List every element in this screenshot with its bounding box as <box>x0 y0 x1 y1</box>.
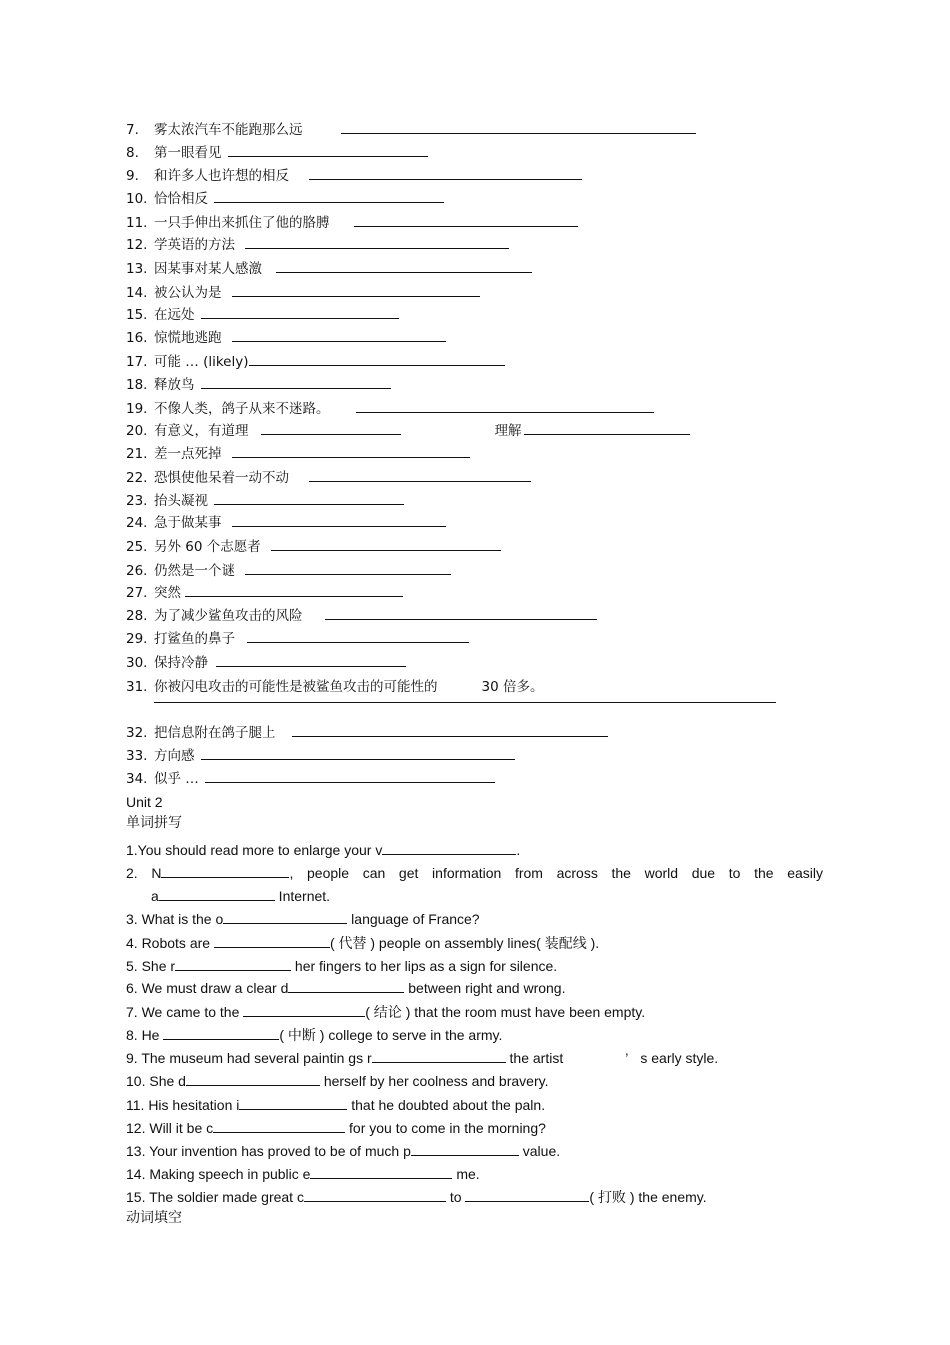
answer-blank[interactable] <box>186 1073 320 1086</box>
answer-blank[interactable] <box>288 980 404 993</box>
item-text: 把信息附在鸽子腿上 <box>154 725 276 741</box>
item-text: 12. Will it be c <box>126 1120 214 1136</box>
item-text: 第一眼看见 <box>154 145 222 161</box>
list-item <box>126 747 515 765</box>
item-number: 8. <box>126 145 139 161</box>
answer-blank[interactable] <box>382 842 516 855</box>
item-text: 打鲨鱼的鼻子 <box>154 631 235 647</box>
answer-blank[interactable] <box>411 1143 519 1156</box>
list-item <box>126 910 480 928</box>
list-item <box>126 562 451 580</box>
item-text: 为了减少鲨鱼攻击的风险 <box>154 608 303 624</box>
answer-blank[interactable] <box>249 353 505 366</box>
item-text: , people can get information from across the world due to the easily <box>289 865 823 881</box>
list-item <box>126 445 470 463</box>
item-text: 释放鸟 <box>154 377 195 393</box>
list-item <box>126 979 565 997</box>
answer-blank[interactable] <box>201 376 391 389</box>
list-item <box>126 1072 548 1090</box>
item-text-extra: 30 倍多。 <box>481 679 544 695</box>
answer-blank[interactable] <box>292 724 608 737</box>
answer-blank[interactable] <box>309 167 582 180</box>
item-text: 5. She r <box>126 958 176 974</box>
item-number: 10. <box>126 191 148 207</box>
item-text: 因某事对某人感激 <box>154 261 262 277</box>
apostrophe-glyph: ’ <box>625 1050 629 1066</box>
item-text: 一只手伸出来抓住了他的胳膊 <box>154 215 330 231</box>
item-text: 急于做某事 <box>154 515 222 531</box>
item-number: 33. <box>126 748 148 764</box>
item-text: 你被闪电攻击的可能性是被鲨鱼攻击的可能性的 <box>154 679 438 695</box>
item-text: 8. He <box>126 1027 164 1043</box>
item-number: 29. <box>126 631 148 647</box>
answer-blank[interactable] <box>325 607 597 620</box>
item-text: 2. N <box>126 865 162 881</box>
list-item <box>126 841 520 859</box>
answer-blank[interactable] <box>524 422 690 435</box>
answer-blank[interactable] <box>261 422 401 435</box>
list-item <box>126 469 531 487</box>
item-text: 差一点死掉 <box>154 446 222 462</box>
list-item <box>126 1096 545 1114</box>
item-text: language of France? <box>347 911 480 927</box>
item-text: 恰恰相反 <box>154 191 208 207</box>
item-text: for you to come in the morning? <box>345 1120 546 1136</box>
item-text: 似乎 … <box>154 771 199 787</box>
answer-blank[interactable] <box>243 1004 365 1017</box>
item-number: 12. <box>126 237 148 253</box>
list-item <box>126 492 404 510</box>
answer-blank-long[interactable] <box>154 702 776 703</box>
section-title-spelling: 单词拼写 <box>126 815 182 831</box>
answer-blank[interactable] <box>214 935 330 948</box>
item-number: 21. <box>126 446 148 462</box>
answer-blank[interactable] <box>185 584 403 597</box>
list-item <box>126 1119 546 1137</box>
list-item <box>126 538 501 556</box>
answer-blank[interactable] <box>201 747 515 760</box>
list-item <box>126 654 406 672</box>
item-text: 14. Making speech in public e <box>126 1166 311 1182</box>
item-number: 27. <box>126 585 148 601</box>
answer-blank[interactable] <box>465 1189 589 1202</box>
item-text: 3. What is the o <box>126 911 224 927</box>
item-text: 可能 … (likely) <box>154 354 249 370</box>
answer-blank[interactable] <box>310 1166 452 1179</box>
section-title-verbs: 动词填空 <box>126 1210 182 1226</box>
item-text: 不像人类，鸽子从来不迷路。 <box>154 401 330 417</box>
item-text: 10. She d <box>126 1073 186 1089</box>
item-text: a <box>151 888 159 904</box>
item-text: 保持冷静 <box>154 655 208 671</box>
item-number: 19. <box>126 401 148 417</box>
answer-blank[interactable] <box>232 284 480 297</box>
answer-blank[interactable] <box>163 1027 279 1040</box>
item-number: 34. <box>126 771 148 787</box>
list-item <box>126 144 428 162</box>
answer-blank[interactable] <box>232 514 446 527</box>
item-number: 25. <box>126 539 148 555</box>
answer-blank[interactable] <box>309 469 531 482</box>
item-number: 20. <box>126 423 148 439</box>
answer-blank[interactable] <box>216 654 406 667</box>
answer-blank[interactable] <box>223 911 347 924</box>
item-number: 32. <box>126 725 148 741</box>
item-number: 26. <box>126 563 148 579</box>
list-item <box>126 422 690 440</box>
item-text: 在远处 <box>154 307 195 323</box>
item-text: ( 结论 ) that the room must have been empty. <box>365 1004 646 1020</box>
answer-blank[interactable] <box>245 236 509 249</box>
item-text: 7. We came to the <box>126 1004 244 1020</box>
list-item <box>126 400 654 418</box>
list-item <box>126 260 532 278</box>
item-text: 13. Your invention has proved to be of much p <box>126 1143 411 1159</box>
answer-blank[interactable] <box>372 1050 506 1063</box>
list-item <box>126 236 509 254</box>
item-number: 16. <box>126 330 148 346</box>
item-number: 30. <box>126 655 148 671</box>
answer-blank[interactable] <box>232 445 470 458</box>
item-number: 18. <box>126 377 148 393</box>
item-number: 17. <box>126 354 148 370</box>
answer-blank[interactable] <box>245 562 451 575</box>
item-text: herself by her coolness and bravery. <box>319 1073 549 1089</box>
item-text: 有意义，有道理 <box>154 423 249 439</box>
answer-blank[interactable] <box>271 538 501 551</box>
list-item <box>126 864 823 882</box>
item-text: 仍然是一个谜 <box>154 563 235 579</box>
answer-blank[interactable] <box>214 190 444 203</box>
answer-blank[interactable] <box>276 260 532 273</box>
answer-blank[interactable] <box>232 329 446 342</box>
list-item <box>126 678 543 696</box>
item-text: 突然 <box>154 585 181 601</box>
answer-blank[interactable] <box>228 144 428 157</box>
item-number: 13. <box>126 261 148 277</box>
answer-blank[interactable] <box>213 1120 345 1133</box>
answer-blank[interactable] <box>356 400 654 413</box>
answer-blank[interactable] <box>214 492 404 505</box>
item-number: 31. <box>126 679 148 695</box>
list-item <box>126 724 608 742</box>
item-text: 雾太浓汽车不能跑那么远 <box>154 122 303 138</box>
item-text: 另外 60 个志愿者 <box>154 539 261 555</box>
item-number: 7. <box>126 122 139 138</box>
item-text: the artist <box>505 1050 564 1066</box>
item-text: that he doubted about the paln. <box>347 1097 546 1113</box>
item-text: her fingers to her lips as a sign for silence. <box>291 958 558 974</box>
list-item <box>126 329 446 347</box>
item-text: to <box>445 1189 466 1205</box>
answer-blank[interactable] <box>341 121 696 134</box>
item-number: 15. <box>126 307 148 323</box>
item-text: 6. We must draw a clear d <box>126 980 289 996</box>
answer-blank[interactable] <box>354 214 578 227</box>
item-text: 1.You should read more to enlarge your v <box>126 842 383 858</box>
item-text: between right and wrong. <box>404 980 566 996</box>
item-text: 11. His hesitation i <box>126 1097 240 1113</box>
list-item <box>126 1049 718 1067</box>
list-item <box>126 1026 502 1044</box>
answer-blank[interactable] <box>201 306 399 319</box>
item-number: 22. <box>126 470 148 486</box>
item-text: . <box>516 842 521 858</box>
answer-blank[interactable] <box>205 770 495 783</box>
item-text: s early style. <box>640 1050 719 1066</box>
item-text: Internet. <box>274 888 331 904</box>
answer-blank[interactable] <box>247 630 469 643</box>
item-text: 惊慌地逃跑 <box>154 330 222 346</box>
answer-blank[interactable] <box>304 1189 446 1202</box>
item-text: 和许多人也许想的相反 <box>154 168 289 184</box>
item-text: 4. Robots are <box>126 935 214 951</box>
item-text: me. <box>452 1166 480 1182</box>
item-text: 被公认为是 <box>154 285 222 301</box>
item-number: 14. <box>126 285 148 301</box>
answer-blank[interactable] <box>159 888 275 901</box>
list-item <box>126 353 505 371</box>
list-item <box>126 306 399 324</box>
answer-blank[interactable] <box>175 958 291 971</box>
answer-blank[interactable] <box>161 865 289 878</box>
list-item <box>126 770 495 788</box>
item-number: 24. <box>126 515 148 531</box>
item-text: 抬头凝视 <box>154 493 208 509</box>
item-text: value. <box>518 1143 561 1159</box>
item-text-extra: 理解 <box>494 423 522 439</box>
list-item-continuation <box>151 887 330 905</box>
list-item <box>126 514 446 532</box>
item-number: 28. <box>126 608 148 624</box>
item-text: ( 中断 ) college to serve in the army. <box>279 1027 503 1043</box>
list-item <box>126 630 469 648</box>
list-item <box>126 1003 645 1021</box>
list-item <box>126 121 696 139</box>
list-item <box>126 1165 480 1183</box>
list-item <box>126 607 597 625</box>
item-text: 15. The soldier made great c <box>126 1189 304 1205</box>
list-item <box>126 376 391 394</box>
list-item <box>126 934 599 952</box>
item-text: 9. The museum had several paintin gs r <box>126 1050 372 1066</box>
list-item <box>126 284 480 302</box>
unit-title: Unit 2 <box>126 794 163 810</box>
item-number: 23. <box>126 493 148 509</box>
item-number: 9. <box>126 168 139 184</box>
item-text: ( 打败 ) the enemy. <box>589 1189 707 1205</box>
list-item <box>126 167 582 185</box>
answer-blank[interactable] <box>239 1097 347 1110</box>
item-number: 11. <box>126 215 148 231</box>
list-item <box>126 957 557 975</box>
item-text: 学英语的方法 <box>154 237 235 253</box>
list-item <box>126 1142 560 1160</box>
item-text: 恐惧使他呆着一动不动 <box>154 470 289 486</box>
list-item <box>126 190 444 208</box>
list-item <box>126 1188 707 1206</box>
item-text: ( 代替 ) people on assembly lines( 装配线 ). <box>329 935 600 951</box>
list-item <box>126 214 578 232</box>
item-text: 方向感 <box>154 748 195 764</box>
list-item <box>126 584 403 602</box>
